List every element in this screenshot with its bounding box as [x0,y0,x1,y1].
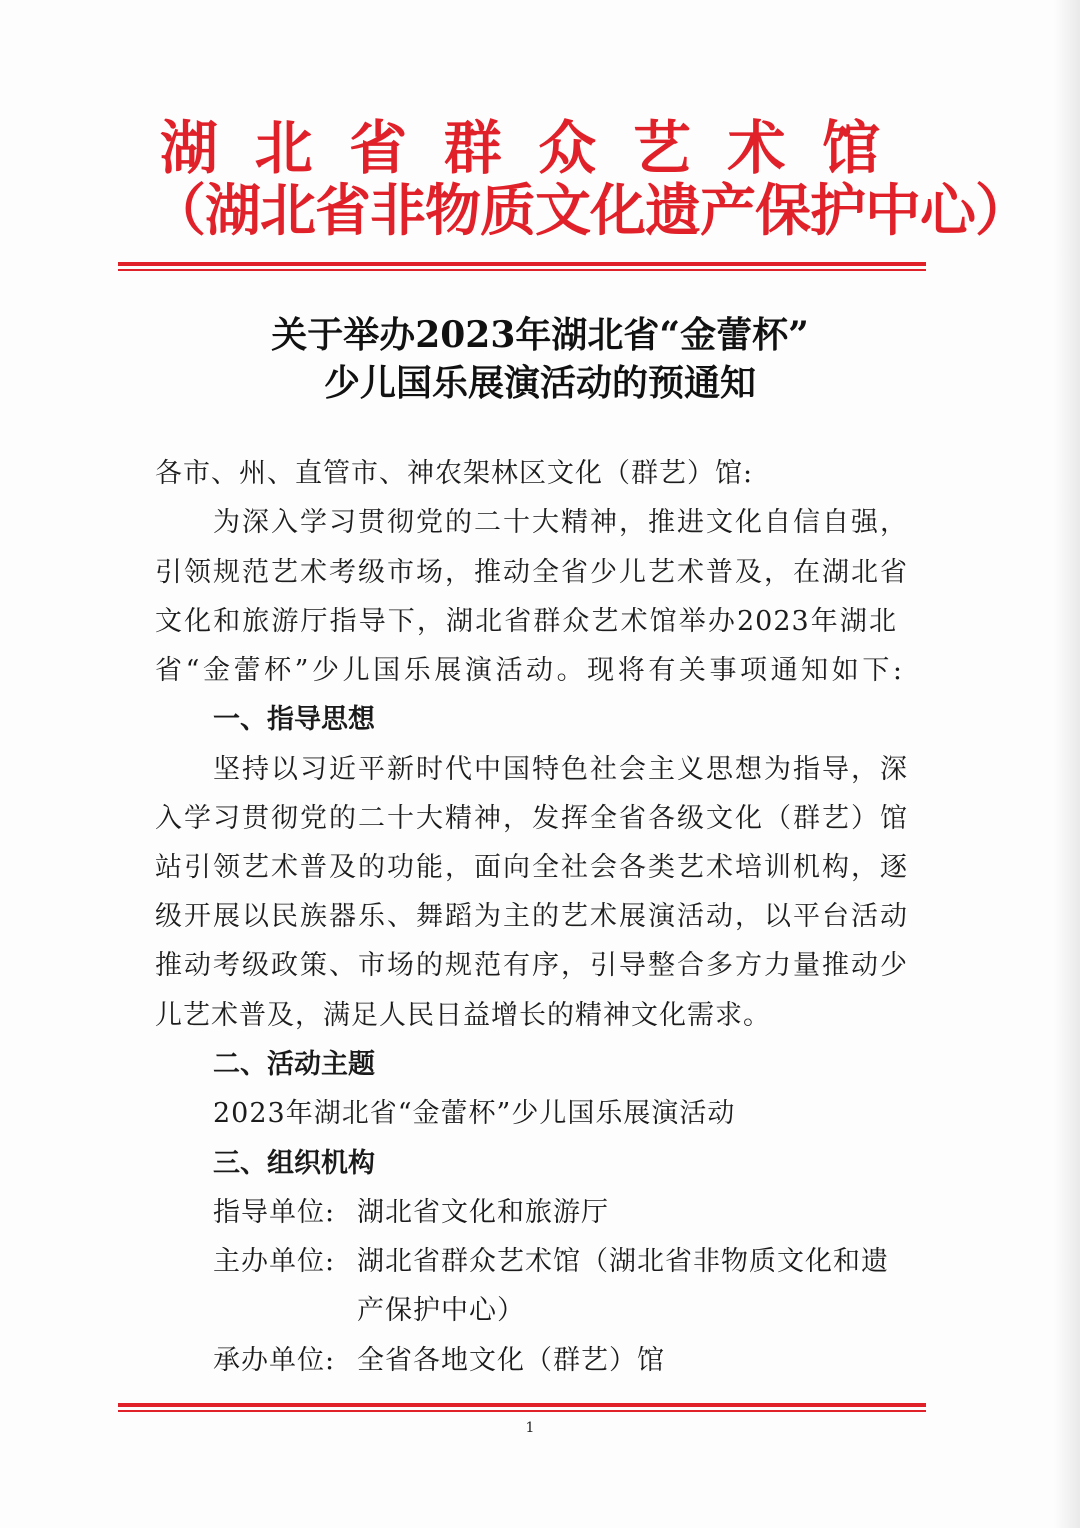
document-title-line1: 关于举办2023年湖北省“金蕾杯” [271,314,809,356]
letterhead-char: 湖 [160,114,219,182]
section-heading: 三、组织机构 [213,1148,375,1179]
letterhead-divider [118,262,926,271]
activity-theme: 2023年湖北省“金蕾杯”少儿国乐展演活动 [213,1098,736,1129]
section-heading: 二、活动主题 [213,1049,375,1080]
paragraph-line: 坚持以习近平新时代中国特色社会主义思想为指导，深 [213,754,908,785]
intro-line: 引领规范艺术考级市场，推动全省少儿艺术普及，在湖北省 [155,557,908,588]
paragraph-line: 站引领艺术普及的功能，面向全社会各类艺术培训机构，逐 [155,852,908,883]
page-number: 1 [525,1420,535,1436]
letterhead-char: 术 [727,114,786,182]
letterhead-subtitle: （湖北省非物质文化遗产保护中心） [150,179,1030,244]
org-value: 湖北省文化和旅游厅 [357,1197,609,1228]
org-label: 主办单位: [213,1246,336,1277]
letterhead-char: 群 [443,114,502,182]
paragraph-line: 级开展以民族器乐、舞蹈为主的艺术展演活动，以平台活动 [155,901,908,932]
intro-line: 文化和旅游厅指导下，湖北省群众艺术馆举办2023年湖北 [155,606,897,637]
letterhead-org-name [160,112,880,184]
paragraph-line: 儿艺术普及，满足人民日益增长的精神文化需求。 [155,1000,771,1031]
intro-line: 省“金蕾杯”少儿国乐展演活动。现将有关事项通知如下: [155,655,903,686]
letterhead-char: 众 [538,114,597,182]
document-title-line2: 少儿国乐展演活动的预通知 [323,362,756,404]
letterhead-char: 省 [349,114,408,182]
section-heading: 一、指导思想 [213,704,375,735]
org-value: 产保护中心） [357,1295,525,1326]
scan-edge-shadow [1054,0,1080,1528]
footer-divider [118,1403,926,1412]
letterhead-char: 北 [254,114,313,182]
paragraph-line: 入学习贯彻党的二十大精神，发挥全省各级文化（群艺）馆 [155,803,908,834]
intro-line: 为深入学习贯彻党的二十大精神，推进文化自信自强， [213,507,908,538]
paragraph-line: 推动考级政策、市场的规范有序，引导整合多方力量推动少 [155,950,908,981]
org-label: 指导单位: [213,1197,336,1228]
letterhead-char: 馆 [821,114,880,182]
org-label: 承办单位: [213,1345,336,1376]
org-value: 全省各地文化（群艺）馆 [357,1345,665,1376]
org-value: 湖北省群众艺术馆（湖北省非物质文化和遗 [357,1246,889,1277]
letterhead-char: 艺 [632,114,691,182]
salutation: 各市、州、直管市、神农架林区文化（群艺）馆: [155,458,754,489]
